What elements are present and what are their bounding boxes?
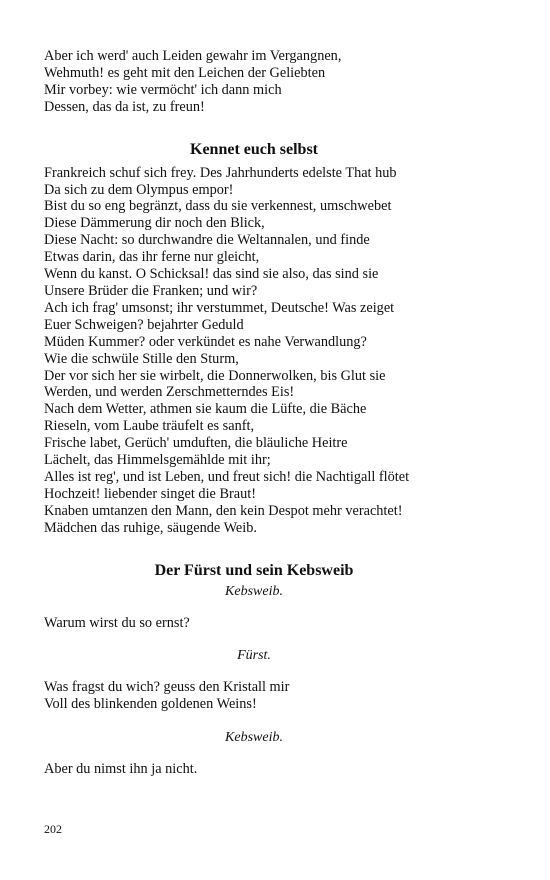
verse-line: Wenn du kanst. O Schicksal! das sind sie also, das sind sie (44, 266, 379, 283)
poem-body (44, 165, 464, 537)
speaker-name: Fürst. (237, 648, 271, 664)
verse-line: Müden Kummer? oder verkündet es nahe Verwandlung? (44, 333, 367, 350)
verse-line: Diese Dämmerung dir noch den Blick, (44, 215, 265, 232)
dialogue-line: Aber du nimst ihn ja nicht. (44, 761, 198, 778)
verse-line: Frankreich schuf sich frey. Des Jahrhunderts edelste That hub (44, 164, 397, 181)
verse-line: Frische labet, Gerüch' umduften, die bläuliche Heitre (44, 435, 348, 452)
verse-line: Wehmuth! es geht mit den Leichen der Geliebten (44, 64, 326, 81)
verse-line: Lächelt, das Himmelsgemählde mit ihr; (44, 452, 271, 469)
verse-line: Hochzeit! liebender singet die Braut! (44, 485, 256, 502)
verse-line: Aber ich werd' auch Leiden gewahr im Vergangnen, (44, 48, 342, 64)
dialogue-line: Was fragst du wich? geuss den Kristall mir (44, 679, 290, 696)
speaker-name: Kebsweib. (225, 730, 283, 746)
verse-line: Dessen, das da ist, zu freun! (44, 98, 205, 115)
verse-line: Mädchen das ruhige, säugende Weib. (44, 519, 257, 536)
speaker-name: Kebsweib. (225, 583, 283, 599)
poem-title: Kennet euch selbst (190, 140, 318, 158)
opening-stanza (44, 48, 464, 116)
page-content (44, 48, 464, 778)
verse-line: Alles ist reg', und ist Leben, und freut sich! die Nachtigall flötet (44, 468, 410, 485)
poem-title: Der Fürst und sein Kebsweib (154, 561, 354, 579)
dialogue-line: Warum wirst du so ernst? (44, 614, 190, 631)
dialogue (44, 583, 464, 779)
verse-line: Der vor sich her sie wirbelt, die Donnerwolken, bis Glut sie (44, 367, 386, 384)
verse-line: Bist du so eng begränzt, dass du sie verkennest, umschwebet (44, 198, 392, 215)
verse-line: Knaben umtanzen den Mann, den kein Despot mehr verachtet! (44, 502, 403, 519)
verse-line: Nach dem Wetter, athmen sie kaum die Lüfte, die Bäche (44, 401, 367, 418)
page-number: 202 (44, 822, 62, 836)
verse-line: Ach ich frag' umsonst; ihr verstummet, Deutsche! Was zeiget (44, 299, 395, 316)
verse-line: Wie die schwüle Stille den Sturm, (44, 350, 239, 367)
verse-line: Rieseln, vom Laube träufelt es sanft, (44, 418, 255, 435)
verse-line: Unsere Brüder die Franken; und wir? (44, 282, 258, 299)
verse-line: Diese Nacht: so durchwandre die Weltannalen, und finde (44, 232, 370, 249)
verse-line: Da sich zu dem Olympus empor! (44, 181, 234, 198)
verse-line: Werden, und werden Zerschmetterndes Eis! (44, 384, 295, 401)
verse-line: Etwas darin, das ihr ferne nur gleicht, (44, 249, 260, 266)
dialogue-line: Voll des blinkenden goldenen Weins! (44, 696, 257, 713)
verse-line: Mir vorbey: wie vermöcht' ich dann mich (44, 81, 282, 98)
verse-line: Euer Schweigen? bejahrter Geduld (44, 316, 244, 333)
